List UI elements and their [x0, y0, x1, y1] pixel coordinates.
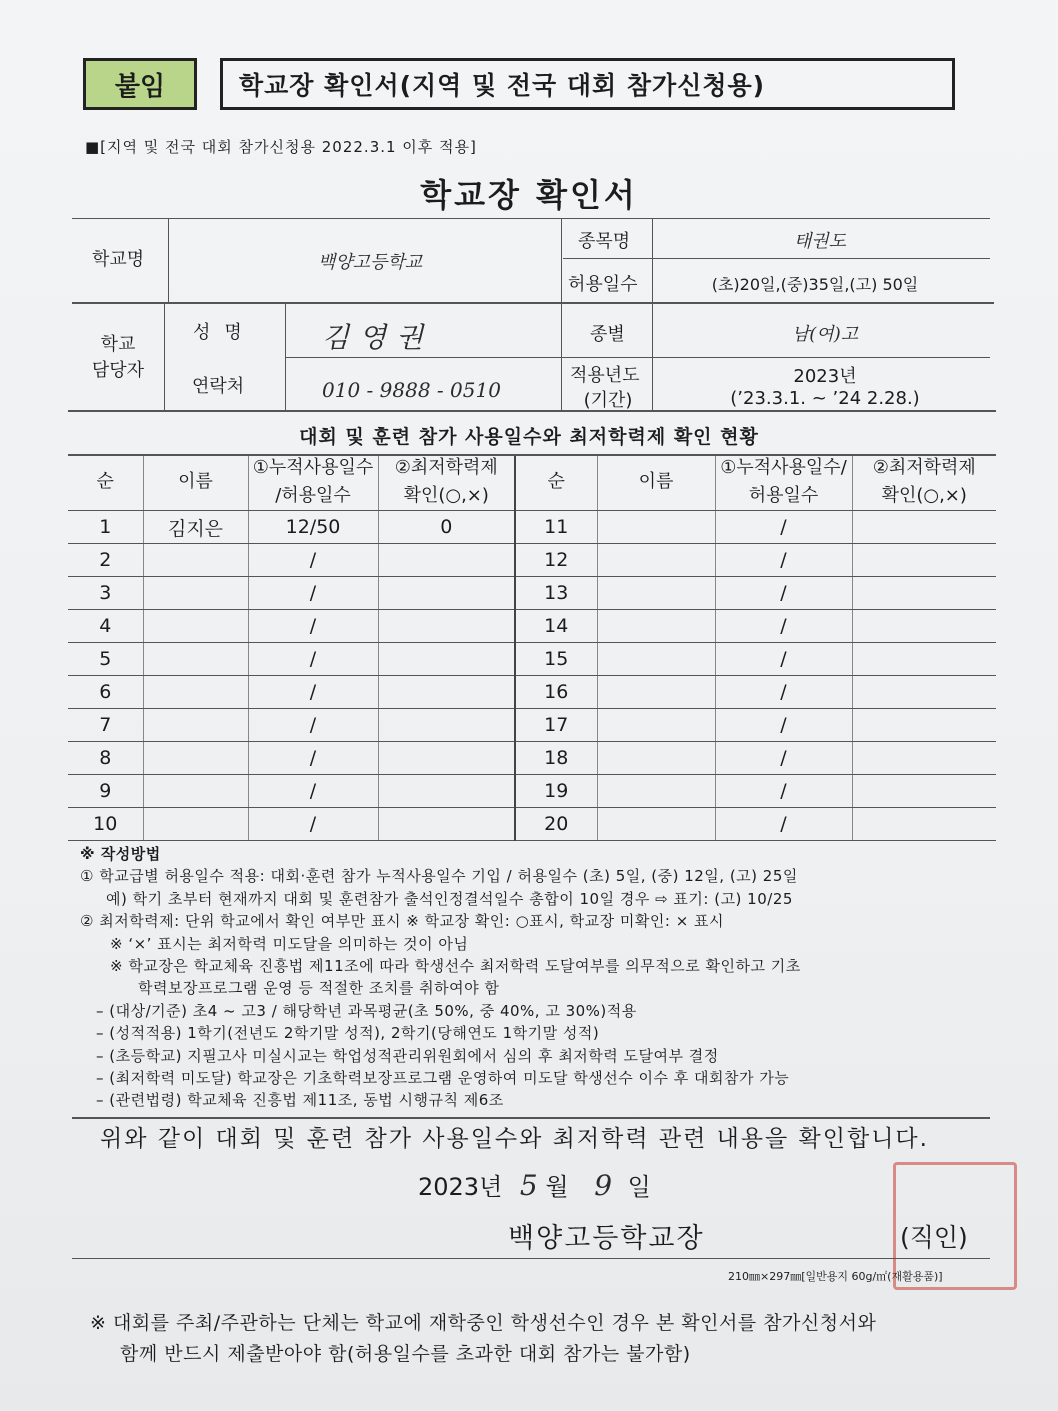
row-number: 13	[515, 577, 597, 610]
student-name	[597, 544, 715, 577]
cumulative-days: /	[248, 544, 378, 577]
manager-name-value: 김영권	[322, 321, 434, 354]
cumulative-days: /	[248, 577, 378, 610]
cumulative-days: /	[715, 742, 852, 775]
student-name	[597, 610, 715, 643]
student-name	[597, 808, 715, 841]
min-grade-check	[852, 577, 996, 610]
row-number: 3	[68, 577, 143, 610]
date-month: 5	[519, 1169, 538, 1202]
submission-notice	[90, 1308, 876, 1370]
student-name	[597, 775, 715, 808]
sport-value: 태권도	[793, 231, 847, 252]
cumulative-days: /	[248, 643, 378, 676]
allowed-days-label: 허용일수	[568, 274, 638, 295]
min-grade-check	[852, 511, 996, 544]
date-month-unit: 월	[545, 1173, 569, 1201]
date-day-unit: 일	[627, 1173, 651, 1201]
year-period: (’23.3.1. ~ ’24 2.28.)	[730, 388, 920, 409]
student-name	[597, 577, 715, 610]
header-title: 학교장 확인서(지역 및 전국 대회 참가신청용)	[220, 58, 955, 110]
notice-line-2: 함께 반드시 제출받아야 함(허용일수를 초과한 대회 참가는 불가함)	[120, 1343, 691, 1365]
cumulative-days: /	[715, 577, 852, 610]
note-line: – (초등학교) 지필고사 미실시교는 학업성적관리위원회에서 심의 후 최저학력 도달여부 결정	[96, 1046, 719, 1065]
principal-title: 백양고등학교장	[508, 1223, 705, 1254]
table-row	[68, 808, 996, 841]
notes-heading: ※ 작성방법	[80, 845, 161, 863]
cumulative-days: /	[715, 709, 852, 742]
note-line: 예) 학기 초부터 현재까지 대회 및 훈련참가 출석인정결석일수 총합이 10일 경우 ⇨ 표기: (고) 10/25	[106, 889, 793, 908]
min-grade-check	[378, 742, 515, 775]
name-label: 성명	[193, 322, 256, 343]
header-no: 순	[68, 454, 143, 511]
seal-label: (직인)	[900, 1223, 968, 1252]
min-grade-check	[378, 709, 515, 742]
allowed-days-value: (초)20일,(중)35일,(고) 50일	[711, 275, 919, 294]
confirmation-statement: 위와 같이 대회 및 훈련 참가 사용일수와 최저학력 관련 내용을 확인합니다.	[100, 1126, 929, 1152]
cumulative-days: /	[248, 709, 378, 742]
row-number: 1	[68, 511, 143, 544]
table-row	[68, 577, 996, 610]
header-no-right: 순	[515, 454, 597, 511]
note-line: 학력보장프로그램 운영 등 적절한 조치를 취하여야 함	[138, 979, 500, 998]
notice-line-1: ※ 대회를 주최/주관하는 단체는 학교에 재학중인 학생선수인 경우 본 확인서를 참가신청서와	[90, 1312, 877, 1334]
row-number: 19	[515, 775, 597, 808]
note-line: – (대상/기준) 초4 ~ 고3 / 해당학년 과목평균(초 50%, 중 40%, 고 30%)적용	[96, 1001, 637, 1020]
min-grade-check	[378, 544, 515, 577]
row-number: 10	[68, 808, 143, 841]
min-grade-check	[852, 643, 996, 676]
instructions	[80, 843, 1000, 1112]
section-title: 대회 및 훈련 참가 사용일수와 최저학력제 확인 현황	[299, 426, 759, 448]
row-number: 5	[68, 643, 143, 676]
cumulative-days: /	[715, 676, 852, 709]
table-row	[68, 544, 996, 577]
table-row	[68, 676, 996, 709]
table-row	[68, 610, 996, 643]
cumulative-days: /	[715, 775, 852, 808]
row-number: 2	[68, 544, 143, 577]
header-days: ①누적사용일수 /허용일수	[248, 454, 378, 511]
table-row	[68, 643, 996, 676]
date-year: 2023년	[418, 1173, 503, 1201]
student-name	[143, 676, 248, 709]
header-name: 이름	[143, 454, 248, 511]
row-number: 9	[68, 775, 143, 808]
document-title: 학교장 확인서	[420, 176, 638, 214]
year-label-2: (기간)	[583, 390, 633, 411]
row-number: 17	[515, 709, 597, 742]
min-grade-check	[378, 676, 515, 709]
contact-value: 010 - 9888 - 0510	[322, 378, 501, 402]
cumulative-days: /	[715, 643, 852, 676]
min-grade-check: 0	[378, 511, 515, 544]
table-row	[68, 742, 996, 775]
student-name	[597, 643, 715, 676]
row-number: 20	[515, 808, 597, 841]
cumulative-days: /	[248, 808, 378, 841]
cumulative-days: /	[715, 544, 852, 577]
header-check: ②최저학력제 확인(○,×)	[378, 454, 515, 511]
school-name-label: 학교명	[92, 249, 145, 270]
cumulative-days: /	[248, 775, 378, 808]
student-name	[597, 742, 715, 775]
note-line: ※ ‘×’ 표시는 최저학력 미도달을 의미하는 것이 아님	[110, 934, 469, 953]
school-name-value: 백양고등학교	[317, 252, 423, 273]
year-label-1: 적용년도	[570, 365, 640, 386]
table-row	[68, 511, 996, 544]
sport-label: 종목명	[578, 231, 631, 252]
cumulative-days: /	[715, 808, 852, 841]
note-line: ② 최저학력제: 단위 학교에서 확인 여부만 표시 ※ 학교장 확인: ○표시, 학교장 미확인: × 표시	[80, 912, 725, 931]
min-grade-check	[852, 775, 996, 808]
student-name	[143, 544, 248, 577]
applicability-note: ■[지역 및 전국 대회 참가신청용 2022.3.1 이후 적용]	[85, 138, 477, 156]
header-days-right: ①누적사용일수/ 허용일수	[715, 454, 852, 511]
min-grade-check	[852, 742, 996, 775]
min-grade-check	[852, 544, 996, 577]
student-name	[597, 511, 715, 544]
note-line: ※ 학교장은 학교체육 진흥법 제11조에 따라 학생선수 최저학력 도달여부를 의무적으로 확인하고 기초	[110, 957, 801, 976]
row-number: 11	[515, 511, 597, 544]
student-name	[143, 643, 248, 676]
student-name	[143, 808, 248, 841]
note-line: – (성적적용) 1학기(전년도 2학기말 성적), 2학기(당해연도 1학기말 성적)	[96, 1024, 600, 1043]
student-name	[143, 742, 248, 775]
cumulative-days: /	[715, 511, 852, 544]
student-name	[597, 709, 715, 742]
student-name	[143, 577, 248, 610]
row-number: 12	[515, 544, 597, 577]
cumulative-days: /	[248, 676, 378, 709]
header-check-right: ②최저학력제 확인(○,×)	[852, 454, 996, 511]
row-number: 6	[68, 676, 143, 709]
min-grade-check	[852, 709, 996, 742]
min-grade-check	[852, 610, 996, 643]
category-value: 남(여)고	[791, 324, 859, 345]
note-line: – (관련법령) 학교체육 진흥법 제11조, 동법 시행규칙 제6조	[96, 1091, 504, 1110]
date-day: 9	[594, 1169, 613, 1202]
cumulative-days: /	[248, 742, 378, 775]
attachment-tag: 붙임	[83, 58, 197, 110]
row-number: 15	[515, 643, 597, 676]
manager-label-2: 담당자	[91, 360, 145, 381]
manager-label-1: 학교	[100, 334, 136, 355]
category-label: 종별	[590, 324, 625, 345]
table-row	[68, 775, 996, 808]
note-line: – (최저학력 미도달) 학교장은 기초학력보장프로그램 운영하여 미도달 학생선수 이수 후 대회참가 가능	[96, 1069, 790, 1088]
cumulative-days: /	[715, 610, 852, 643]
row-number: 4	[68, 610, 143, 643]
student-name: 김지은	[143, 511, 248, 544]
signed-date	[418, 1167, 651, 1202]
row-number: 16	[515, 676, 597, 709]
cumulative-days: /	[248, 610, 378, 643]
row-number: 14	[515, 610, 597, 643]
row-number: 8	[68, 742, 143, 775]
cumulative-days: 12/50	[248, 511, 378, 544]
student-name	[143, 775, 248, 808]
student-name	[597, 676, 715, 709]
min-grade-check	[378, 775, 515, 808]
min-grade-check	[852, 676, 996, 709]
table-header-row	[68, 454, 996, 511]
row-number: 18	[515, 742, 597, 775]
table-row	[68, 709, 996, 742]
usage-table	[68, 454, 996, 841]
row-number: 7	[68, 709, 143, 742]
min-grade-check	[378, 577, 515, 610]
min-grade-check	[378, 808, 515, 841]
min-grade-check	[378, 610, 515, 643]
min-grade-check	[852, 808, 996, 841]
contact-label: 연락처	[192, 376, 245, 397]
min-grade-check	[378, 643, 515, 676]
student-name	[143, 709, 248, 742]
student-name	[143, 610, 248, 643]
year-value: 2023년	[793, 366, 857, 387]
paper-spec: 210㎜×297㎜[일반용지 60g/㎡(재활용품)]	[728, 1270, 943, 1283]
note-line: ① 학교급별 허용일수 적용: 대회·훈련 참가 누적사용일수 기입 / 허용일수 (초) 5일, (중) 12일, (고) 25일	[80, 867, 798, 886]
header-name-right: 이름	[597, 454, 715, 511]
